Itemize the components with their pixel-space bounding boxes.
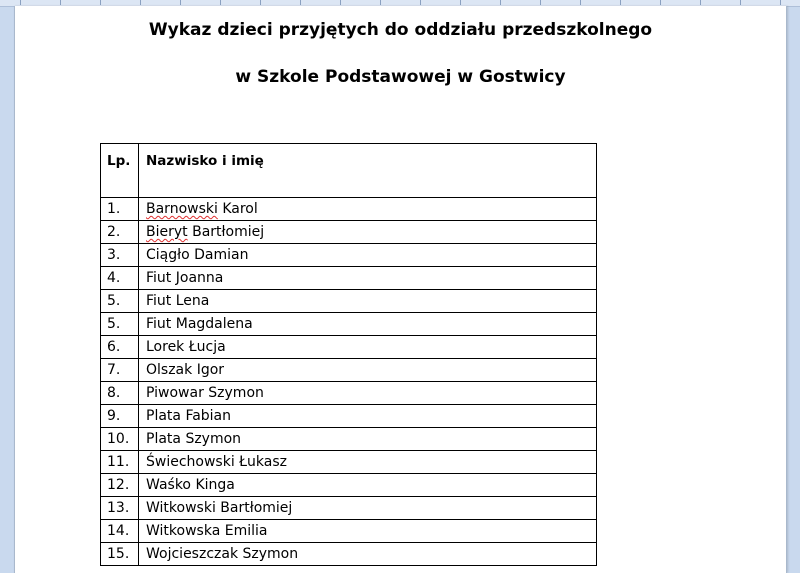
surname: Fiut xyxy=(146,316,172,332)
ruler-tick xyxy=(580,0,581,5)
table-body xyxy=(101,198,597,566)
surname: Lorek xyxy=(146,339,185,355)
row-name xyxy=(139,382,597,405)
row-name xyxy=(139,359,597,382)
surname: Ciągło xyxy=(146,247,190,263)
table-row xyxy=(101,543,597,566)
ruler-tick xyxy=(100,0,101,5)
ruler-tick xyxy=(220,0,221,5)
given-name: Igor xyxy=(196,362,225,378)
row-number: 5. xyxy=(101,290,139,313)
ruler-tick xyxy=(620,0,621,5)
given-name: Bartłomiej xyxy=(192,224,265,240)
given-name: Bartłomiej xyxy=(220,500,293,516)
row-number: 7. xyxy=(101,359,139,382)
given-name: Magdalena xyxy=(175,316,253,332)
table-row xyxy=(101,451,597,474)
header-number: Lp. xyxy=(101,144,139,198)
surname: Witkowski xyxy=(146,500,216,516)
ruler-tick xyxy=(420,0,421,5)
table-row xyxy=(101,474,597,497)
row-name xyxy=(139,244,597,267)
row-name xyxy=(139,198,597,221)
document-subtitle: w Szkole Podstawowej w Gostwicy xyxy=(235,67,566,87)
given-name: Joanna xyxy=(175,270,224,286)
row-number: 4. xyxy=(101,267,139,290)
document-title: Wykaz dzieci przyjętych do oddziału przedszkolnego xyxy=(148,20,653,40)
row-name xyxy=(139,221,597,244)
given-name: Fabian xyxy=(185,408,232,424)
surname: Waśko xyxy=(146,477,191,493)
ruler-tick xyxy=(740,0,741,5)
table-row xyxy=(101,428,597,451)
row-number: 1. xyxy=(101,198,139,221)
table-header-row xyxy=(101,144,597,198)
surname: Fiut xyxy=(146,293,176,309)
surname: Piwowar xyxy=(146,385,204,401)
row-number: 13. xyxy=(101,497,139,520)
ruler-tick xyxy=(700,0,701,5)
row-number: 11. xyxy=(101,451,139,474)
given-name: Łukasz xyxy=(239,454,287,470)
table-row xyxy=(101,244,597,267)
given-name: Emilia xyxy=(224,523,268,539)
table-row xyxy=(101,382,597,405)
ruler-tick xyxy=(20,0,21,5)
table-row xyxy=(101,520,597,543)
table-row xyxy=(101,313,597,336)
surname: Fiut xyxy=(146,270,172,286)
ruler-tick xyxy=(260,0,261,5)
given-name: Kinga xyxy=(195,477,235,493)
table-row xyxy=(101,221,597,244)
table-row xyxy=(101,405,597,428)
surname: Witkowska xyxy=(146,523,221,539)
row-name xyxy=(139,405,597,428)
surname: Plata xyxy=(146,408,181,424)
ruler-tick xyxy=(500,0,501,5)
surname: Plata xyxy=(146,431,181,447)
surname: Barnowski xyxy=(146,201,218,217)
table-row xyxy=(101,336,597,359)
surname: Świechowski xyxy=(146,454,235,470)
row-number: 14. xyxy=(101,520,139,543)
given-name: Szymon xyxy=(242,546,299,562)
row-number: 8. xyxy=(101,382,139,405)
ruler-tick xyxy=(60,0,61,5)
ruler-tick xyxy=(340,0,341,5)
document-page[interactable] xyxy=(14,6,787,573)
given-name: Łucja xyxy=(188,339,226,355)
row-number: 9. xyxy=(101,405,139,428)
row-name xyxy=(139,451,597,474)
ruler-tick xyxy=(140,0,141,5)
ruler-tick xyxy=(660,0,661,5)
ruler-tick xyxy=(540,0,541,5)
table-row xyxy=(101,198,597,221)
row-name xyxy=(139,497,597,520)
given-name: Karol xyxy=(222,201,258,217)
ruler-tick xyxy=(180,0,181,5)
table-row xyxy=(101,359,597,382)
header-name: Nazwisko i imię xyxy=(139,144,597,198)
given-name: Szymon xyxy=(208,385,264,401)
row-number: 6. xyxy=(101,336,139,359)
row-number: 10. xyxy=(101,428,139,451)
children-list-table xyxy=(100,143,597,566)
row-number: 5. xyxy=(101,313,139,336)
row-name xyxy=(139,428,597,451)
row-number: 2. xyxy=(101,221,139,244)
ruler-tick xyxy=(380,0,381,5)
table-row xyxy=(101,497,597,520)
surname: Wojcieszczak xyxy=(146,546,239,562)
surname: Bieryt xyxy=(146,224,188,240)
row-name xyxy=(139,474,597,497)
surname: Olszak xyxy=(146,362,193,378)
row-name xyxy=(139,543,597,566)
row-number: 15. xyxy=(101,543,139,566)
row-name xyxy=(139,313,597,336)
given-name: Szymon xyxy=(185,431,242,447)
ruler-tick xyxy=(780,0,781,5)
given-name: Lena xyxy=(175,293,210,309)
row-name xyxy=(139,336,597,359)
table-row xyxy=(101,267,597,290)
row-name xyxy=(139,267,597,290)
table-row xyxy=(101,290,597,313)
ruler-tick xyxy=(460,0,461,5)
row-number: 3. xyxy=(101,244,139,267)
ruler-tick xyxy=(300,0,301,5)
row-number: 12. xyxy=(101,474,139,497)
given-name: Damian xyxy=(194,247,249,263)
row-name xyxy=(139,520,597,543)
row-name xyxy=(139,290,597,313)
